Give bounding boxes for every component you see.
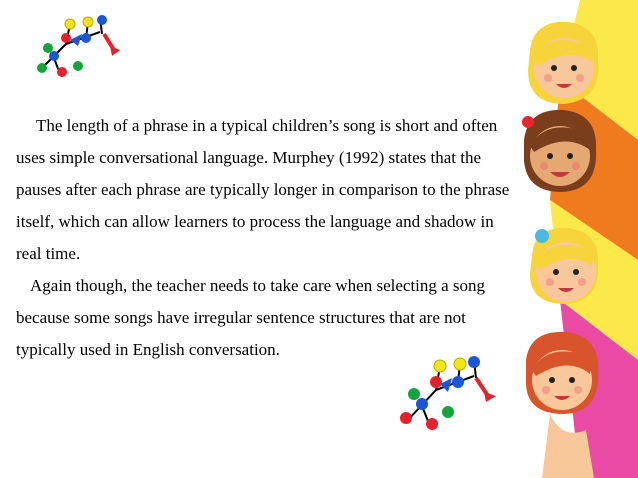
paragraph-2-line-2: because some songs have irregular sentence structures that are not xyxy=(16,308,466,327)
body-text xyxy=(16,110,541,366)
paragraph-1-line-2: uses simple conversational language. Murphey (1992) states that the xyxy=(16,148,482,167)
paragraph-1 xyxy=(16,110,541,270)
music-notes-decoration-bottom xyxy=(392,356,500,436)
paragraph-2-line-3: typically used in English conversation. xyxy=(16,340,280,359)
paragraph-2 xyxy=(16,270,541,366)
paragraph-2-line-1: Again though, the teacher needs to take care when selecting a song xyxy=(30,276,486,295)
paragraph-1-line-1: The length of a phrase in a typical children’s song is short and often xyxy=(36,116,498,135)
paragraph-1-line-5: real time. xyxy=(16,244,81,263)
music-notes-decoration-top xyxy=(26,16,126,88)
paragraph-1-line-4: itself, which can allow learners to process the language and shadow in xyxy=(16,212,494,231)
child-1 xyxy=(528,22,598,104)
paragraph-1-line-3: pauses after each phrase are typically longer in comparison to the phrase xyxy=(16,180,510,199)
